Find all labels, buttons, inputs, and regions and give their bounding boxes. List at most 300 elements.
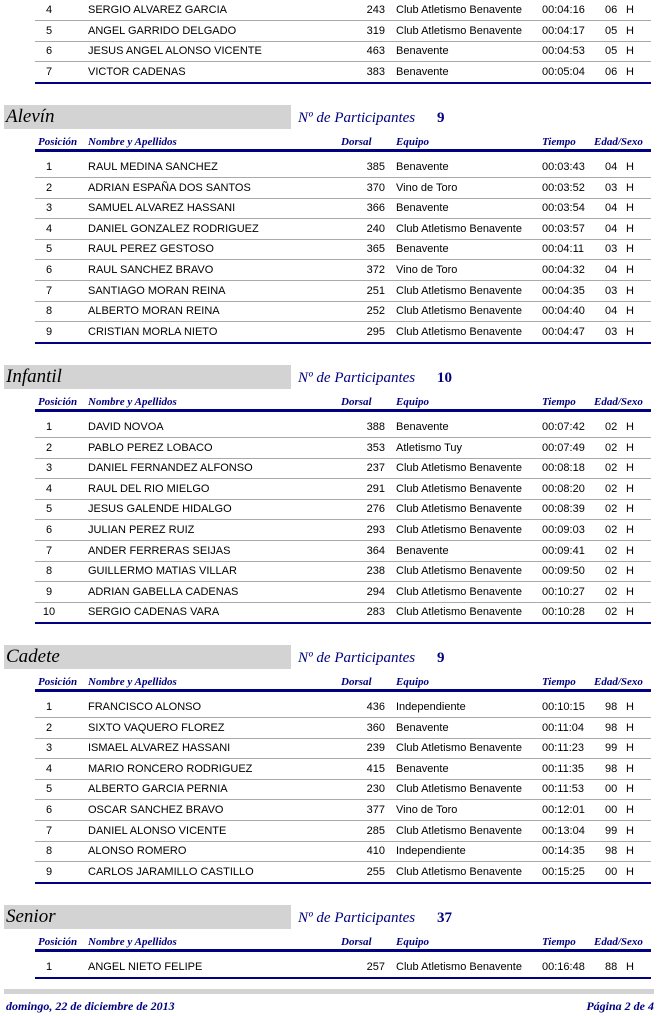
table-row bbox=[35, 499, 651, 520]
athlete-name-cell: CARLOS JARAMILLO CASTILLO bbox=[88, 866, 254, 878]
time-cell: 00:09:41 bbox=[542, 545, 585, 557]
category-title-box bbox=[4, 905, 291, 929]
athlete-name-cell: OSCAR SANCHEZ BRAVO bbox=[88, 804, 224, 816]
sex-cell: H bbox=[626, 264, 634, 276]
sex-cell: H bbox=[626, 45, 634, 57]
time-cell: 00:04:32 bbox=[542, 264, 585, 276]
table-row bbox=[35, 541, 651, 562]
position-cell: 7 bbox=[45, 545, 53, 557]
time-cell: 00:04:35 bbox=[542, 285, 585, 297]
age-cell: 02 bbox=[605, 524, 618, 536]
athlete-name-cell: JESUS GALENDE HIDALGO bbox=[88, 503, 232, 515]
time-cell: 00:07:42 bbox=[542, 421, 585, 433]
bib-number-cell: 319 bbox=[366, 25, 385, 37]
athlete-name-cell: ADRIAN GABELLA CADENAS bbox=[88, 586, 239, 598]
position-cell: 10 bbox=[42, 606, 56, 618]
table-row bbox=[35, 479, 651, 500]
table-row bbox=[35, 281, 651, 302]
table-row bbox=[35, 21, 651, 42]
table-row bbox=[35, 862, 651, 884]
sex-cell: H bbox=[626, 25, 634, 37]
table-row bbox=[35, 800, 651, 821]
table-row bbox=[35, 219, 651, 240]
position-cell: 5 bbox=[45, 503, 53, 515]
time-cell: 00:10:15 bbox=[542, 701, 585, 713]
team-cell: Club Atletismo Benavente bbox=[396, 586, 522, 598]
age-cell: 03 bbox=[605, 243, 618, 255]
position-cell: 3 bbox=[45, 462, 53, 474]
athlete-name-cell: ALBERTO GARCIA PERNIA bbox=[88, 783, 228, 795]
participants-count: 10 bbox=[437, 370, 452, 386]
bib-number-cell: 243 bbox=[366, 4, 385, 16]
bib-number-cell: 360 bbox=[366, 722, 385, 734]
time-cell: 00:08:18 bbox=[542, 462, 585, 474]
athlete-name-cell: RAUL SANCHEZ BRAVO bbox=[88, 264, 214, 276]
athlete-name-cell: RAUL MEDINA SANCHEZ bbox=[88, 161, 218, 173]
age-cell: 03 bbox=[605, 326, 618, 338]
age-cell: 02 bbox=[605, 483, 618, 495]
time-cell: 00:07:49 bbox=[542, 442, 585, 454]
sex-cell: H bbox=[626, 182, 634, 194]
sex-cell: H bbox=[626, 783, 634, 795]
table-row bbox=[35, 697, 651, 718]
age-cell: 05 bbox=[605, 45, 618, 57]
age-cell: 06 bbox=[605, 66, 618, 78]
age-cell: 04 bbox=[605, 202, 618, 214]
position-cell: 9 bbox=[45, 326, 53, 338]
age-cell: 02 bbox=[605, 606, 618, 618]
table-row bbox=[35, 260, 651, 281]
table-row bbox=[35, 759, 651, 780]
athlete-name-cell: ALBERTO MORAN REINA bbox=[88, 305, 220, 317]
time-cell: 00:03:43 bbox=[542, 161, 585, 173]
bib-number-cell: 252 bbox=[366, 305, 385, 317]
team-cell: Club Atletismo Benavente bbox=[396, 825, 522, 837]
time-cell: 00:11:04 bbox=[542, 722, 585, 734]
athlete-name-cell: JESUS ANGEL ALONSO VICENTE bbox=[88, 45, 262, 57]
sex-cell: H bbox=[626, 285, 634, 297]
position-cell: 3 bbox=[45, 202, 53, 214]
athlete-name-cell: SAMUEL ALVAREZ HASSANI bbox=[88, 202, 236, 214]
team-cell: Benavente bbox=[396, 421, 449, 433]
participants-label: Nº de Participantes bbox=[298, 650, 416, 666]
footer-date: domingo, 22 de diciembre de 2013 bbox=[6, 999, 175, 1013]
sex-cell: H bbox=[626, 161, 634, 173]
time-cell: 00:11:23 bbox=[542, 742, 585, 754]
header-name: Nombre y Apellidos bbox=[88, 136, 177, 148]
participants-label: Nº de Participantes bbox=[298, 110, 416, 126]
time-cell: 00:11:53 bbox=[542, 783, 585, 795]
header-bib: Dorsal bbox=[341, 936, 372, 948]
bib-number-cell: 415 bbox=[366, 763, 385, 775]
team-cell: Club Atletismo Benavente bbox=[396, 326, 522, 338]
table-header bbox=[35, 675, 651, 692]
team-cell: Club Atletismo Benavente bbox=[396, 285, 522, 297]
bib-number-cell: 230 bbox=[366, 783, 385, 795]
participants-label: Nº de Participantes bbox=[298, 910, 416, 926]
sex-cell: H bbox=[626, 586, 634, 598]
position-cell: 9 bbox=[45, 586, 53, 598]
sex-cell: H bbox=[626, 545, 634, 557]
team-cell: Club Atletismo Benavente bbox=[396, 783, 522, 795]
table-row bbox=[35, 458, 651, 479]
athlete-name-cell: DANIEL GONZALEZ RODRIGUEZ bbox=[88, 223, 259, 235]
athlete-name-cell: ALONSO ROMERO bbox=[88, 845, 187, 857]
table-row bbox=[35, 0, 651, 21]
header-team: Equipo bbox=[396, 396, 430, 408]
sex-cell: H bbox=[626, 701, 634, 713]
time-cell: 00:08:39 bbox=[542, 503, 585, 515]
position-cell: 4 bbox=[45, 483, 53, 495]
time-cell: 00:09:50 bbox=[542, 565, 585, 577]
bib-number-cell: 365 bbox=[366, 243, 385, 255]
position-cell: 7 bbox=[45, 285, 53, 297]
athlete-name-cell: FRANCISCO ALONSO bbox=[88, 701, 202, 713]
sex-cell: H bbox=[626, 421, 634, 433]
table-row bbox=[35, 417, 651, 438]
bib-number-cell: 377 bbox=[366, 804, 385, 816]
header-position: Posición bbox=[38, 676, 78, 688]
athlete-name-cell: SERGIO ALVAREZ GARCIA bbox=[88, 4, 227, 16]
team-cell: Club Atletismo Benavente bbox=[396, 866, 522, 878]
table-row bbox=[35, 718, 651, 739]
position-cell: 6 bbox=[45, 45, 53, 57]
bib-number-cell: 283 bbox=[366, 606, 385, 618]
age-cell: 04 bbox=[605, 161, 618, 173]
athlete-name-cell: RAUL DEL RIO MIELGO bbox=[88, 483, 210, 495]
team-cell: Independiente bbox=[396, 701, 466, 713]
table-row bbox=[35, 821, 651, 842]
team-cell: Benavente bbox=[396, 722, 449, 734]
athlete-name-cell: PABLO PEREZ LOBACO bbox=[88, 442, 213, 454]
age-cell: 04 bbox=[605, 223, 618, 235]
team-cell: Club Atletismo Benavente bbox=[396, 462, 522, 474]
bib-number-cell: 436 bbox=[366, 701, 385, 713]
sex-cell: H bbox=[626, 722, 634, 734]
athlete-name-cell: DANIEL FERNANDEZ ALFONSO bbox=[88, 462, 253, 474]
team-cell: Club Atletismo Benavente bbox=[396, 565, 522, 577]
table-row bbox=[35, 198, 651, 219]
age-cell: 04 bbox=[605, 264, 618, 276]
team-cell: Independiente bbox=[396, 845, 466, 857]
header-name: Nombre y Apellidos bbox=[88, 936, 177, 948]
sex-cell: H bbox=[626, 223, 634, 235]
time-cell: 00:08:20 bbox=[542, 483, 585, 495]
table-row bbox=[35, 438, 651, 459]
team-cell: Benavente bbox=[396, 243, 449, 255]
time-cell: 00:11:35 bbox=[542, 763, 585, 775]
position-cell: 5 bbox=[45, 25, 53, 37]
bib-number-cell: 383 bbox=[366, 66, 385, 78]
time-cell: 00:05:04 bbox=[542, 66, 585, 78]
sex-cell: H bbox=[626, 326, 634, 338]
header-team: Equipo bbox=[396, 136, 430, 148]
position-cell: 1 bbox=[45, 421, 53, 433]
age-cell: 02 bbox=[605, 565, 618, 577]
team-cell: Club Atletismo Benavente bbox=[396, 503, 522, 515]
athlete-name-cell: GUILLERMO MATIAS VILLAR bbox=[88, 565, 237, 577]
time-cell: 00:04:53 bbox=[542, 45, 585, 57]
team-cell: Benavente bbox=[396, 202, 449, 214]
team-cell: Benavente bbox=[396, 45, 449, 57]
table-header bbox=[35, 135, 651, 152]
bib-number-cell: 257 bbox=[366, 961, 385, 973]
bib-number-cell: 251 bbox=[366, 285, 385, 297]
position-cell: 6 bbox=[45, 804, 53, 816]
team-cell: Benavente bbox=[396, 161, 449, 173]
category-title: Cadete bbox=[6, 646, 60, 667]
time-cell: 00:04:11 bbox=[542, 243, 585, 255]
sex-cell: H bbox=[626, 66, 634, 78]
bib-number-cell: 410 bbox=[366, 845, 385, 857]
header-position: Posición bbox=[38, 936, 78, 948]
position-cell: 5 bbox=[45, 783, 53, 795]
header-name: Nombre y Apellidos bbox=[88, 676, 177, 688]
position-cell: 8 bbox=[45, 305, 53, 317]
bib-number-cell: 366 bbox=[366, 202, 385, 214]
table-row bbox=[35, 738, 651, 759]
athlete-name-cell: MARIO RONCERO RODRIGUEZ bbox=[88, 763, 253, 775]
age-cell: 05 bbox=[605, 25, 618, 37]
position-cell: 7 bbox=[45, 825, 53, 837]
age-cell: 88 bbox=[605, 961, 618, 973]
position-cell: 4 bbox=[45, 4, 53, 16]
age-cell: 02 bbox=[605, 421, 618, 433]
header-time: Tiempo bbox=[542, 396, 576, 408]
category-title: Infantil bbox=[6, 366, 62, 387]
age-cell: 02 bbox=[605, 503, 618, 515]
bib-number-cell: 255 bbox=[366, 866, 385, 878]
bib-number-cell: 295 bbox=[366, 326, 385, 338]
bib-number-cell: 239 bbox=[366, 742, 385, 754]
sex-cell: H bbox=[626, 845, 634, 857]
athlete-name-cell: ADRIAN ESPAÑA DOS SANTOS bbox=[88, 182, 251, 194]
header-position: Posición bbox=[38, 136, 78, 148]
sex-cell: H bbox=[626, 305, 634, 317]
team-cell: Benavente bbox=[396, 763, 449, 775]
sex-cell: H bbox=[626, 202, 634, 214]
sex-cell: H bbox=[626, 804, 634, 816]
athlete-name-cell: VICTOR CADENAS bbox=[88, 66, 186, 78]
position-cell: 4 bbox=[45, 223, 53, 235]
sex-cell: H bbox=[626, 763, 634, 775]
table-row bbox=[35, 582, 651, 603]
athlete-name-cell: DAVID NOVOA bbox=[88, 421, 164, 433]
bib-number-cell: 276 bbox=[366, 503, 385, 515]
time-cell: 00:16:48 bbox=[542, 961, 585, 973]
category-title-box bbox=[4, 645, 291, 669]
table-row bbox=[35, 322, 651, 344]
table-header bbox=[35, 395, 651, 412]
athlete-name-cell: SIXTO VAQUERO FLOREZ bbox=[88, 722, 225, 734]
position-cell: 8 bbox=[45, 565, 53, 577]
bib-number-cell: 385 bbox=[366, 161, 385, 173]
position-cell: 1 bbox=[45, 961, 53, 973]
athlete-name-cell: CRISTIAN MORLA NIETO bbox=[88, 326, 218, 338]
category-title-box bbox=[4, 105, 291, 129]
time-cell: 00:03:54 bbox=[542, 202, 585, 214]
position-cell: 1 bbox=[45, 161, 53, 173]
table-row bbox=[35, 239, 651, 260]
bib-number-cell: 293 bbox=[366, 524, 385, 536]
header-name: Nombre y Apellidos bbox=[88, 396, 177, 408]
age-cell: 02 bbox=[605, 442, 618, 454]
athlete-name-cell: ANGEL GARRIDO DELGADO bbox=[88, 25, 237, 37]
time-cell: 00:03:57 bbox=[542, 223, 585, 235]
sex-cell: H bbox=[626, 503, 634, 515]
bib-number-cell: 364 bbox=[366, 545, 385, 557]
team-cell: Club Atletismo Benavente bbox=[396, 742, 522, 754]
age-cell: 00 bbox=[605, 866, 618, 878]
header-bib: Dorsal bbox=[341, 396, 372, 408]
age-cell: 03 bbox=[605, 182, 618, 194]
bib-number-cell: 294 bbox=[366, 586, 385, 598]
header-age-sex: Edad/Sexo bbox=[594, 676, 643, 688]
sex-cell: H bbox=[626, 243, 634, 255]
sex-cell: H bbox=[626, 442, 634, 454]
table-header bbox=[35, 935, 651, 952]
age-cell: 02 bbox=[605, 462, 618, 474]
position-cell: 3 bbox=[45, 742, 53, 754]
bib-number-cell: 237 bbox=[366, 462, 385, 474]
category-title: Alevín bbox=[6, 106, 55, 127]
time-cell: 00:04:16 bbox=[542, 4, 585, 16]
table-row bbox=[35, 157, 651, 178]
athlete-name-cell: ANGEL NIETO FELIPE bbox=[88, 961, 203, 973]
table-row bbox=[35, 62, 651, 84]
sex-cell: H bbox=[626, 483, 634, 495]
team-cell: Club Atletismo Benavente bbox=[396, 606, 522, 618]
sex-cell: H bbox=[626, 825, 634, 837]
position-cell: 4 bbox=[45, 763, 53, 775]
time-cell: 00:04:47 bbox=[542, 326, 585, 338]
time-cell: 00:10:28 bbox=[542, 606, 585, 618]
team-cell: Benavente bbox=[396, 66, 449, 78]
table-row bbox=[35, 957, 651, 979]
header-age-sex: Edad/Sexo bbox=[594, 136, 643, 148]
table-row bbox=[35, 41, 651, 62]
table-row bbox=[35, 779, 651, 800]
time-cell: 00:10:27 bbox=[542, 586, 585, 598]
time-cell: 00:12:01 bbox=[542, 804, 585, 816]
bib-number-cell: 388 bbox=[366, 421, 385, 433]
age-cell: 00 bbox=[605, 783, 618, 795]
bib-number-cell: 463 bbox=[366, 45, 385, 57]
table-row bbox=[35, 178, 651, 199]
bib-number-cell: 353 bbox=[366, 442, 385, 454]
sex-cell: H bbox=[626, 4, 634, 16]
team-cell: Vino de Toro bbox=[396, 264, 458, 276]
position-cell: 5 bbox=[45, 243, 53, 255]
team-cell: Atletismo Tuy bbox=[396, 442, 463, 454]
time-cell: 00:15:25 bbox=[542, 866, 585, 878]
athlete-name-cell: SANTIAGO MORAN REINA bbox=[88, 285, 226, 297]
team-cell: Club Atletismo Benavente bbox=[396, 4, 522, 16]
table-row bbox=[35, 602, 651, 624]
position-cell: 1 bbox=[45, 701, 53, 713]
header-position: Posición bbox=[38, 396, 78, 408]
team-cell: Club Atletismo Benavente bbox=[396, 961, 522, 973]
age-cell: 04 bbox=[605, 305, 618, 317]
athlete-name-cell: ANDER FERRERAS SEIJAS bbox=[88, 545, 231, 557]
time-cell: 00:09:03 bbox=[542, 524, 585, 536]
sex-cell: H bbox=[626, 565, 634, 577]
header-team: Equipo bbox=[396, 936, 430, 948]
participants-count: 37 bbox=[437, 910, 452, 926]
time-cell: 00:04:17 bbox=[542, 25, 585, 37]
bib-number-cell: 240 bbox=[366, 223, 385, 235]
sex-cell: H bbox=[626, 866, 634, 878]
position-cell: 2 bbox=[45, 442, 53, 454]
sex-cell: H bbox=[626, 606, 634, 618]
age-cell: 02 bbox=[605, 545, 618, 557]
age-cell: 06 bbox=[605, 4, 618, 16]
age-cell: 98 bbox=[605, 845, 618, 857]
header-bib: Dorsal bbox=[341, 676, 372, 688]
category-title: Senior bbox=[6, 906, 56, 927]
table-row bbox=[35, 520, 651, 541]
bib-number-cell: 238 bbox=[366, 565, 385, 577]
footer-divider bbox=[4, 989, 654, 994]
time-cell: 00:03:52 bbox=[542, 182, 585, 194]
age-cell: 99 bbox=[605, 742, 618, 754]
team-cell: Benavente bbox=[396, 545, 449, 557]
age-cell: 03 bbox=[605, 285, 618, 297]
age-cell: 00 bbox=[605, 804, 618, 816]
header-time: Tiempo bbox=[542, 676, 576, 688]
athlete-name-cell: SERGIO CADENAS VARA bbox=[88, 606, 220, 618]
sex-cell: H bbox=[626, 524, 634, 536]
header-team: Equipo bbox=[396, 676, 430, 688]
team-cell: Club Atletismo Benavente bbox=[396, 524, 522, 536]
team-cell: Vino de Toro bbox=[396, 182, 458, 194]
age-cell: 99 bbox=[605, 825, 618, 837]
position-cell: 9 bbox=[45, 866, 53, 878]
position-cell: 2 bbox=[45, 182, 53, 194]
position-cell: 8 bbox=[45, 845, 53, 857]
participants-count: 9 bbox=[437, 650, 445, 666]
team-cell: Club Atletismo Benavente bbox=[396, 483, 522, 495]
athlete-name-cell: DANIEL ALONSO VICENTE bbox=[88, 825, 227, 837]
table-row bbox=[35, 561, 651, 582]
position-cell: 2 bbox=[45, 722, 53, 734]
bib-number-cell: 370 bbox=[366, 182, 385, 194]
table-row bbox=[35, 301, 651, 322]
time-cell: 00:04:40 bbox=[542, 305, 585, 317]
header-time: Tiempo bbox=[542, 936, 576, 948]
age-cell: 02 bbox=[605, 586, 618, 598]
footer-page-number: Página 2 de 4 bbox=[586, 999, 654, 1013]
participants-count: 9 bbox=[437, 110, 445, 126]
bib-number-cell: 291 bbox=[366, 483, 385, 495]
position-cell: 6 bbox=[45, 264, 53, 276]
category-title-box bbox=[4, 365, 291, 389]
team-cell: Club Atletismo Benavente bbox=[396, 25, 522, 37]
time-cell: 00:13:04 bbox=[542, 825, 585, 837]
sex-cell: H bbox=[626, 742, 634, 754]
athlete-name-cell: RAUL PEREZ GESTOSO bbox=[88, 243, 214, 255]
sex-cell: H bbox=[626, 961, 634, 973]
team-cell: Club Atletismo Benavente bbox=[396, 223, 522, 235]
header-age-sex: Edad/Sexo bbox=[594, 396, 643, 408]
bib-number-cell: 372 bbox=[366, 264, 385, 276]
age-cell: 98 bbox=[605, 701, 618, 713]
time-cell: 00:14:35 bbox=[542, 845, 585, 857]
team-cell: Club Atletismo Benavente bbox=[396, 305, 522, 317]
bib-number-cell: 285 bbox=[366, 825, 385, 837]
age-cell: 98 bbox=[605, 722, 618, 734]
age-cell: 98 bbox=[605, 763, 618, 775]
